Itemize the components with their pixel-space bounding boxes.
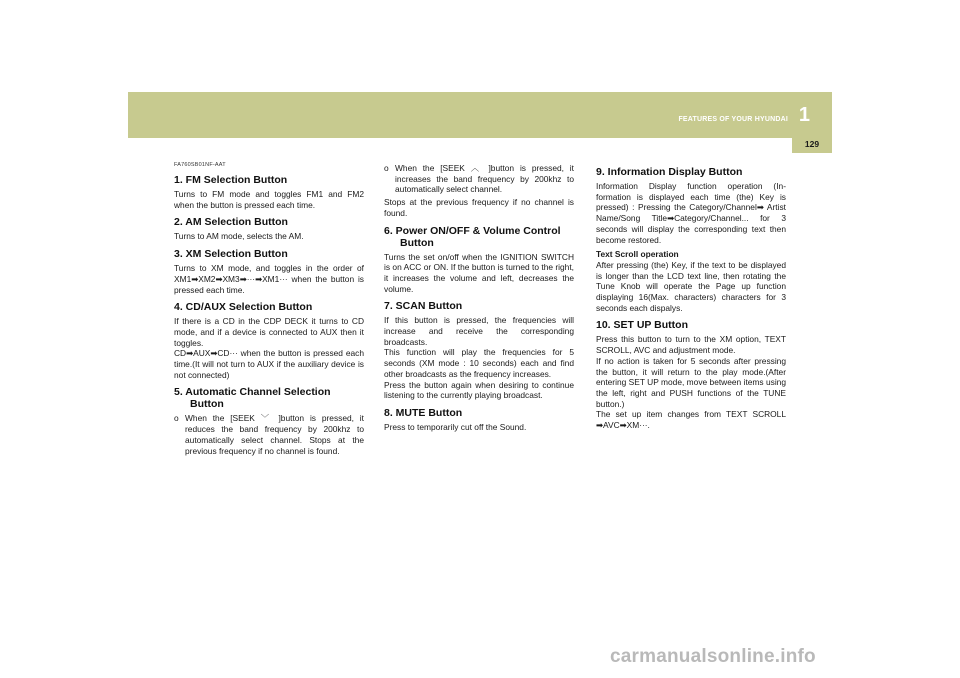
mute-heading: 8. MUTE Button — [384, 406, 463, 419]
cd-aux-heading: 4. CD/AUX Selection Button — [174, 301, 313, 314]
column-left — [174, 160, 364, 458]
section-code: FA760SB01NF-AAT — [174, 162, 226, 168]
seek-down-bullet — [174, 413, 364, 456]
power-volume-text: Turns the set on/off when the IGNITION SWITCH is on ACC or ON. If the button is turned to the right, it increases the volume and left, decreases the volume. — [384, 251, 574, 294]
setup-heading: 10. SET UP Button — [596, 319, 688, 332]
scan-text — [384, 315, 574, 401]
auto-channel-heading — [174, 386, 364, 410]
xm-text: Turns to XM mode, and toggles in the order of XM1➡XM2➡XM3➡···➡XM1··· when the button is pressed each time. — [174, 263, 364, 295]
scan-text-2: This function will play the frequencies for 5 seconds (XM mode : 10 seconds) each and find other broadcasts as the frequency increases. — [384, 347, 574, 379]
scan-text-3: Press the button again when desiring to continue listening to the currently playing broadcast. — [384, 379, 574, 401]
bullet-mark: o — [174, 413, 179, 424]
mute-text: Press to temporarily cut off the Sound. — [384, 421, 527, 432]
am-heading: 2. AM Selection Button — [174, 216, 288, 229]
xm-heading: 3. XM Selection Button — [174, 248, 288, 261]
power-volume-heading-2: Button — [400, 236, 434, 249]
setup-text — [596, 334, 786, 430]
seek-stop-text: Stops at the previous frequency if no channel is found. — [384, 197, 574, 218]
setup-text-1: Press this button to turn to the XM option, TEXT SCROLL, AVC and adjustment mode. — [596, 334, 786, 356]
watermark: carmanualsonline.info — [610, 646, 816, 667]
power-volume-heading — [384, 225, 574, 249]
scan-heading: 7. SCAN Button — [384, 300, 463, 313]
am-text: Turns to AM mode, selects the AM. — [174, 231, 304, 242]
text-scroll-text: After pressing (the) Key, if the text to be displayed is longer than the LCD text line, then rotating the Tune Knob will operate the Page up function displaying 16(Max. characters) characters for 3 seconds each dispalys. — [596, 259, 786, 313]
page-number: 129 — [804, 139, 820, 149]
seek-down-text: When the [SEEK ﹀ ]button is pressed, it reduces the band frequency by 200khz to automatically select channel. Stops at the previous frequency if no channel is found. — [185, 413, 364, 456]
info-display-text: Information Display function operation (In-formation is displayed each time (the) Key is pressed) : Pressing the Category/Channel➡ Artist Name/Song Title➡Category/Channel... for 3 seconds will display the corresponding text then become restored. — [596, 181, 786, 245]
setup-text-3: The set up item changes from TEXT SCROLL ➡AVC➡XM···. — [596, 409, 786, 431]
info-display-heading: 9. Information Display Button — [596, 166, 743, 178]
auto-channel-heading-1: 5. Automatic Channel Selection — [174, 386, 331, 399]
cd-aux-text-1: If there is a CD in the CDP DECK it turns to CD mode, and if a device is connected to AUX then it toggles. — [174, 316, 364, 348]
page-number-tab — [792, 138, 832, 153]
auto-channel-heading-2: Button — [190, 398, 224, 411]
seek-up-text: When the [SEEK ︿ ]button is pressed, it increases the band frequency by 200khz to automatically select channel. — [395, 163, 574, 195]
column-right — [596, 160, 786, 434]
seek-up-bullet — [384, 163, 574, 195]
fm-text: Turns to FM mode and toggles FM1 and FM2 when the button is pressed each time. — [174, 189, 364, 210]
chapter-label: FEATURES OF YOUR HYUNDAI — [678, 116, 788, 123]
setup-text-2: If no action is taken for 5 seconds after pressing the button, it will return to the play mode.(After entering SET UP mode, move between items using the left, right and PUSH functions of the TUNE button.) — [596, 355, 786, 409]
scan-text-1: If this button is pressed, the frequencies will increase and receive the corresponding broadcasts. — [384, 315, 574, 347]
power-volume-heading-1: 6. Power ON/OFF & Volume Control — [384, 224, 561, 237]
fm-heading: 1. FM Selection Button — [174, 174, 288, 186]
chapter-number: 1 — [798, 104, 810, 126]
cd-aux-text-2: CD➡AUX➡CD··· when the button is pressed each time.(It will not turn to AUX if the auxiliary device is not connected) — [174, 348, 364, 380]
cd-aux-text — [174, 316, 364, 380]
text-scroll-heading: Text Scroll operation — [596, 249, 679, 260]
header-band — [128, 92, 832, 138]
bullet-mark: o — [384, 163, 389, 173]
column-middle — [384, 160, 574, 436]
